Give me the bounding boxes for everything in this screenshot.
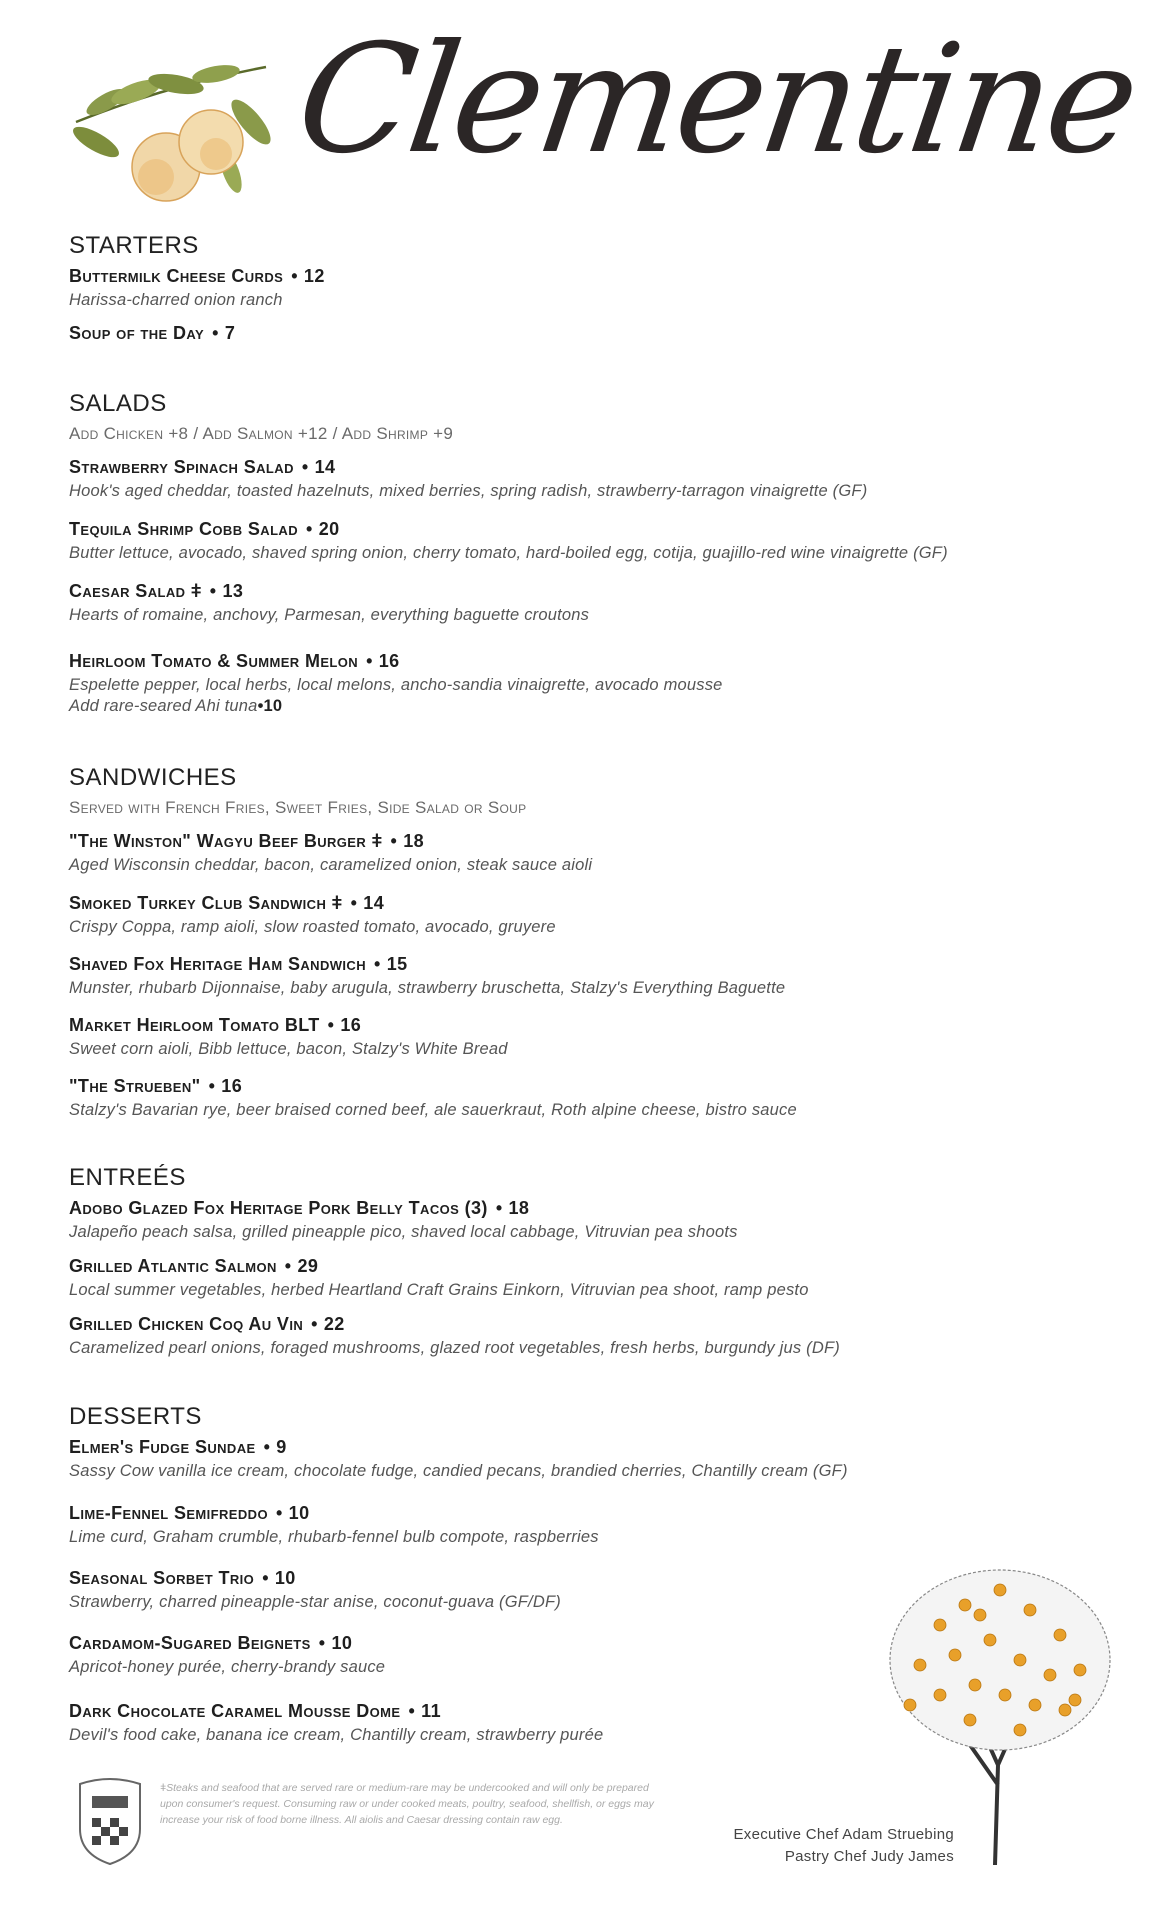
item-description: Hook's aged cheddar, toasted hazelnuts, mixed berries, spring radish, strawberry-tarragon vinaigrette (GF)	[69, 482, 868, 500]
item-description: Apricot-honey purée, cherry-brandy sauce	[69, 1658, 386, 1676]
item-description: Stalzy's Bavarian rye, beer braised corned beef, ale sauerkraut, Roth alpine cheese, bistro sauce	[69, 1101, 797, 1119]
menu-item	[69, 519, 1069, 563]
item-description: Harissa-charred onion ranch	[69, 291, 283, 309]
section-starters	[69, 232, 1069, 260]
section-title: STARTERS	[69, 232, 199, 259]
item-price: 18	[403, 831, 425, 851]
menu-item	[69, 893, 1069, 937]
separator-dot: •	[374, 954, 381, 974]
menu-item	[69, 323, 1069, 344]
separator-dot: •	[327, 1015, 335, 1035]
item-price: 10	[274, 1568, 296, 1588]
item-addon	[69, 697, 1069, 716]
separator-dot: •	[208, 1076, 216, 1096]
section-entrees	[69, 1164, 1069, 1192]
separator-dot: •	[306, 519, 313, 539]
executive-chef: Executive Chef Adam Struebing	[733, 1826, 954, 1843]
separator-dot: •	[263, 1437, 271, 1457]
separator-dot: •	[408, 1701, 416, 1721]
pastry-chef: Pastry Chef Judy James	[784, 1848, 954, 1865]
item-name: Caesar Salad ǂ	[69, 581, 202, 601]
menu-header	[0, 0, 1166, 230]
orange-tree-icon	[880, 1565, 1120, 1865]
section-salads	[69, 390, 1069, 444]
item-name: Smoked Turkey Club Sandwich ǂ	[69, 893, 343, 913]
item-description: Munster, rhubarb Dijonnaise, baby arugula, strawberry bruschetta, Stalzy's Everything Baguette	[69, 979, 786, 997]
separator-dot: •	[275, 1503, 283, 1523]
item-price: 10	[288, 1503, 310, 1523]
section-title: ENTREÉS	[69, 1164, 186, 1191]
item-price: 9	[276, 1437, 287, 1457]
separator-dot: •	[366, 651, 373, 671]
item-name: Dark Chocolate Caramel Mousse Dome	[69, 1701, 401, 1721]
separator-dot: •	[262, 1568, 269, 1588]
separator-dot: •	[495, 1198, 503, 1218]
section-desserts	[69, 1403, 1069, 1431]
item-name: Elmer's Fudge Sundae	[69, 1437, 256, 1457]
item-description: Caramelized pearl onions, foraged mushrooms, glazed root vegetables, fresh herbs, burgundy jus (DF)	[69, 1339, 840, 1357]
item-name: Grilled Chicken Coq Au Vin	[69, 1314, 304, 1334]
item-description: Crispy Coppa, ramp aioli, slow roasted tomato, avocado, gruyere	[69, 918, 556, 936]
item-name: Buttermilk Cheese Curds	[69, 266, 284, 286]
restaurant-logo-text: Clementine	[287, 13, 1145, 187]
item-price: 12	[303, 266, 325, 286]
food-safety-disclaimer: ǂSteaks and seafood that are served rare or medium-rare may be undercooked and will only be prepared upon consumer's request. Consuming raw or under cooked meats, poultry, seafood, shellfish, or eggs may increase your risk of food borne illness. All aiolis and Caesar dressing contain raw egg.	[160, 1782, 654, 1826]
item-name: "The Strueben"	[69, 1076, 201, 1096]
item-price: 22	[323, 1314, 345, 1334]
item-description: Sweet corn aioli, Bibb lettuce, bacon, Stalzy's White Bread	[69, 1040, 508, 1058]
menu-item	[69, 1198, 1069, 1242]
item-name: Soup of the Day	[69, 323, 205, 343]
section-note: Add Chicken +8 / Add Salmon +12 / Add Shrimp +9	[69, 424, 454, 443]
item-description: Hearts of romaine, anchovy, Parmesan, everything baguette croutons	[69, 606, 590, 624]
section-title: DESSERTS	[69, 1403, 202, 1430]
addon-text: Add rare-seared Ahi tuna	[69, 697, 258, 715]
item-price: 29	[297, 1256, 319, 1276]
item-description: Local summer vegetables, herbed Heartland Craft Grains Einkorn, Vitruvian pea shoot, ramp pesto	[69, 1281, 809, 1299]
item-name: Strawberry Spinach Salad	[69, 457, 294, 477]
menu-item	[69, 457, 1069, 501]
section-title: SANDWICHES	[69, 764, 237, 791]
separator-dot: •	[291, 266, 298, 286]
item-name: Market Heirloom Tomato BLT	[69, 1015, 320, 1035]
menu-item	[69, 1503, 1069, 1547]
addon-price: 10	[263, 697, 283, 715]
separator-dot: •	[350, 893, 358, 913]
separator-dot: •	[301, 457, 309, 477]
item-description: Sassy Cow vanilla ice cream, chocolate fudge, candied pecans, brandied cherries, Chantilly cream (GF)	[69, 1462, 848, 1480]
item-price: 14	[314, 457, 336, 477]
menu-item	[69, 1015, 1069, 1059]
section-title: SALADS	[69, 390, 167, 417]
menu-item	[69, 1437, 1069, 1481]
menu-item	[69, 266, 1069, 310]
item-price: 16	[340, 1015, 362, 1035]
item-price: 7	[224, 323, 236, 343]
separator-dot: •	[284, 1256, 292, 1276]
item-description: Jalapeño peach salsa, grilled pineapple pico, shaved local cabbage, Vitruvian pea shoots	[69, 1223, 738, 1241]
item-price: 13	[222, 581, 244, 601]
item-price: 18	[508, 1198, 530, 1218]
menu-item	[69, 1076, 1069, 1120]
item-price: 15	[386, 954, 408, 974]
item-name: Adobo Glazed Fox Heritage Pork Belly Tacos (3)	[69, 1198, 488, 1218]
item-description: Devil's food cake, banana ice cream, Chantilly cream, strawberry purée	[69, 1726, 604, 1744]
item-price: 16	[378, 651, 400, 671]
menu-item	[69, 1256, 1069, 1300]
item-description: Strawberry, charred pineapple-star anise, coconut-guava (GF/DF)	[69, 1593, 561, 1611]
menu-item	[69, 651, 1069, 716]
item-price: 16	[221, 1076, 243, 1096]
section-sandwiches	[69, 764, 1069, 818]
crest-seal-icon	[70, 1774, 150, 1866]
item-name: Tequila Shrimp Cobb Salad	[69, 519, 299, 539]
item-price: 10	[331, 1633, 353, 1653]
item-description: Aged Wisconsin cheddar, bacon, caramelized onion, steak sauce aioli	[69, 856, 593, 874]
item-name: Seasonal Sorbet Trio	[69, 1568, 255, 1588]
separator-dot: •	[212, 323, 219, 343]
item-price: 20	[318, 519, 340, 539]
menu-item	[69, 1314, 1069, 1358]
separator-dot: •	[209, 581, 217, 601]
item-name: Grilled Atlantic Salmon	[69, 1256, 277, 1276]
section-note: Served with French Fries, Sweet Fries, Side Salad or Soup	[69, 798, 527, 817]
menu-item	[69, 954, 1069, 998]
item-description: Butter lettuce, avocado, shaved spring onion, cherry tomato, hard-boiled egg, cotija, guajillo-red wine vinaigrette (GF)	[69, 544, 948, 562]
item-name: Lime-Fennel Semifreddo	[69, 1503, 268, 1523]
separator-dot: •	[318, 1633, 326, 1653]
menu-item	[69, 831, 1069, 875]
separator-dot: •	[257, 697, 264, 715]
separator-dot: •	[390, 831, 398, 851]
item-description: Lime curd, Graham crumble, rhubarb-fennel bulb compote, raspberries	[69, 1528, 599, 1546]
chef-credits	[734, 1824, 955, 1868]
menu-item	[69, 581, 1069, 625]
item-name: "The Winston" Wagyu Beef Burger ǂ	[69, 831, 383, 851]
item-price: 11	[421, 1701, 442, 1721]
item-price: 14	[363, 893, 385, 913]
item-description: Espelette pepper, local herbs, local melons, ancho-sandia vinaigrette, avocado mousse	[69, 676, 723, 694]
item-name: Heirloom Tomato & Summer Melon	[69, 651, 359, 671]
separator-dot: •	[311, 1314, 318, 1334]
clementine-branch-icon	[66, 62, 296, 212]
item-name: Shaved Fox Heritage Ham Sandwich	[69, 954, 366, 974]
item-name: Cardamom-Sugared Beignets	[69, 1633, 311, 1653]
